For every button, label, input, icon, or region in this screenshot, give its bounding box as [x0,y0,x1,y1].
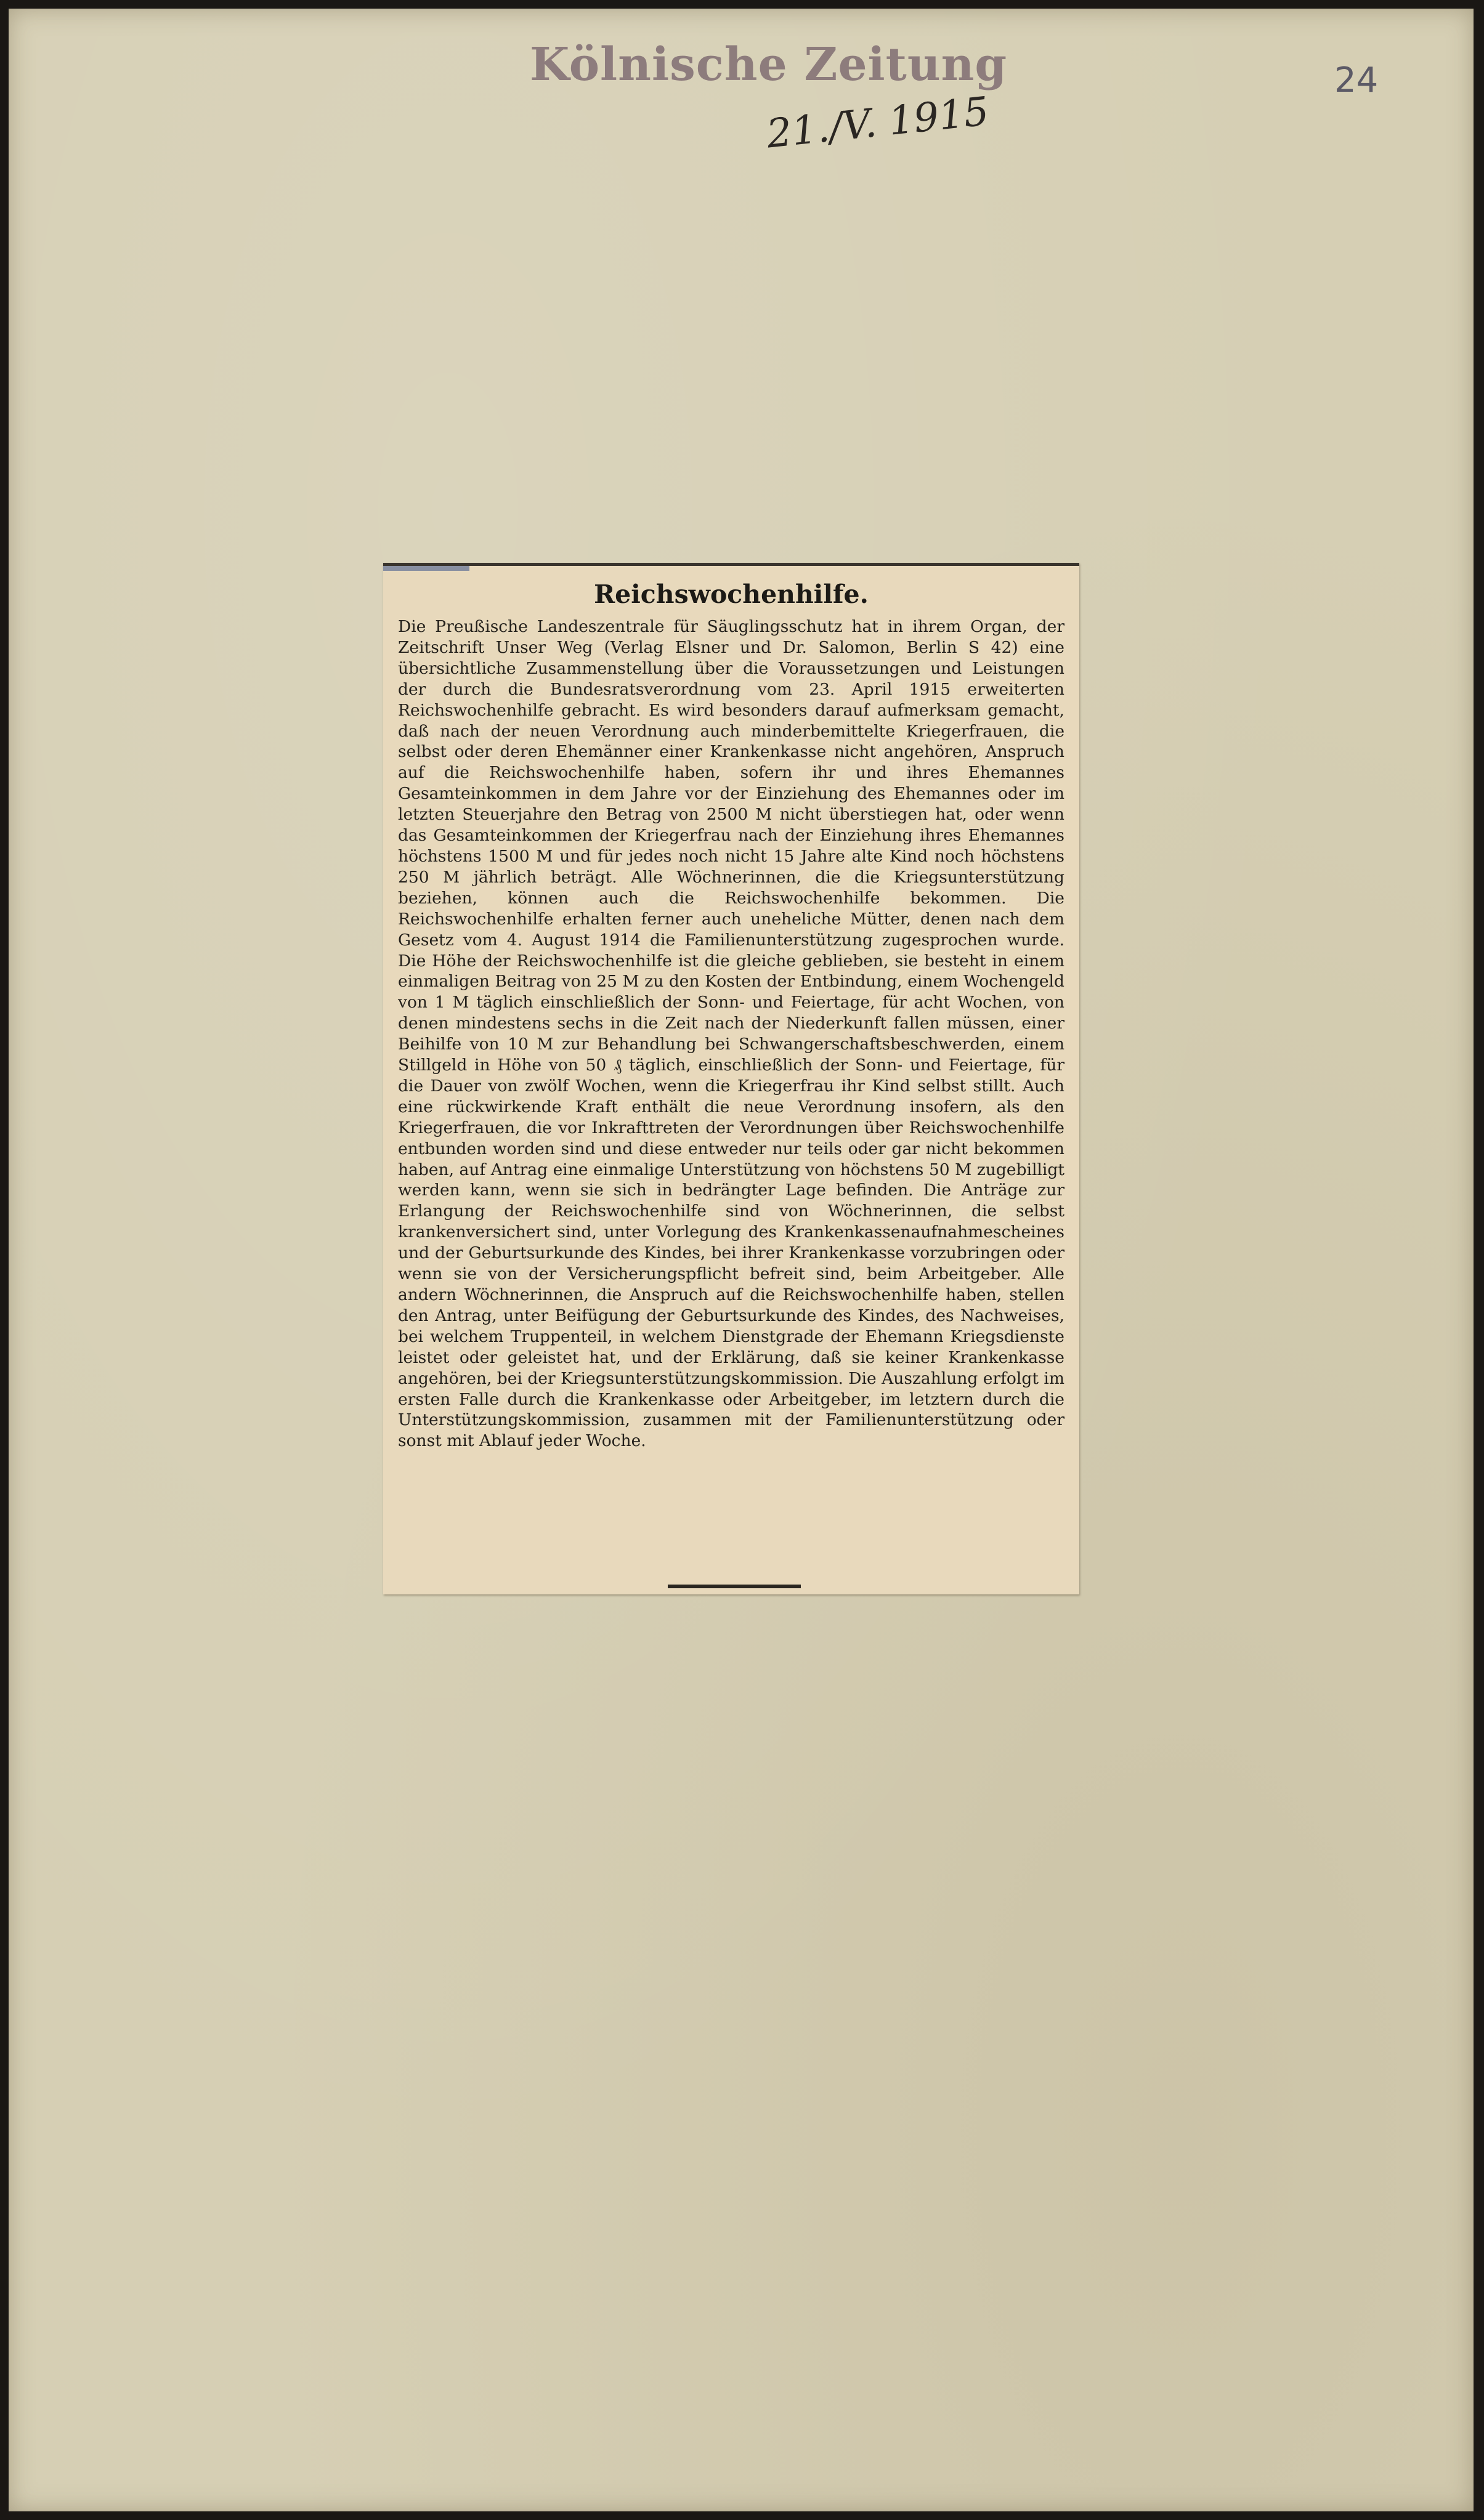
closing-rule [668,1585,801,1588]
page-number: 24 [1334,60,1379,100]
article-body: Die Preußische Landeszentrale für Säuglingsschutz hat in ihrem Organ, der Zeitschrift Unser Weg (Verlag Elsner und Dr. Salomon, Berlin S 42) eine übersichtliche Zusammenstellung über die Voraussetzungen und Leistungen der durch die Bundesratsverordnung vom 23. April 1915 erweiterten Reichswochenhilfe gebracht. Es wird besonders darauf aufmerksam gemacht, daß nach der neuen Verordnung auch minderbemittelte Kriegerfrauen, die selbst oder deren Ehemänner einer Krankenkasse nicht angehören, Anspruch auf die Reichswochenhilfe haben, sofern ihr und ihres Ehemannes Gesamteinkommen in dem Jahre vor der Einziehung des Ehemannes oder im letzten Steuerjahre den Betrag von 2500 M nicht überstiegen hat, oder wenn das Gesamteinkommen der Kriegerfrau nach der Einziehung ihres Ehemannes höchstens 1500 M und für jedes noch nicht 15 Jahre alte Kind noch höchstens 250 M jährlich beträgt. Alle Wöchnerinnen, die die Kriegsunterstützung beziehen, können auch die Reichswochenhilfe bekommen. Die Reichswochenhilfe erhalten ferner auch uneheliche Mütter, denen nach dem Gesetz vom 4. August 1914 die Familienunterstützung zugesprochen wurde. Die Höhe der Reichswochenhilfe ist die gleiche geblieben, sie besteht in einem einmaligen Beitrag von 25 M zu den Kosten der Entbindung, einem Wochengeld von 1 M täglich einschließlich der Sonn- und Feiertage, für acht Wochen, von denen mindestens sechs in die Zeit nach der Niederkunft fallen müssen, einer Beihilfe von 10 M zur Behandlung bei Schwangerschaftsbeschwerden, einem Stillgeld in Höhe von 50 ₰ täglich, einschließlich der Sonn- und Feiertage, für die Dauer von zwölf Wochen, wenn die Kriegerfrau ihr Kind selbst stillt. Auch eine rückwirkende Kraft enthält die neue Verordnung insofern, als den Kriegerfrauen, die vor Inkrafttreten der Verordnungen über Reichswochenhilfe entbunden worden sind und diese entweder nur teils oder gar nicht bekommen haben, auf Antrag eine einmalige Unterstützung von höchstens 50 M zugebilligt werden kann, wenn sie sich in bedrängter Lage befinden. Die Anträge zur Erlangung der Reichswochenhilfe sind von Wöchnerinnen, die selbst krankenversichert sind, unter Vorlegung des Krankenkassenaufnahmescheines und der Geburtsurkunde des Kindes, bei ihrer Krankenkasse vorzubringen oder wenn sie von der Versicherungspflicht befreit sind, beim Arbeitgeber. Alle andern Wöchnerinnen, die Anspruch auf die Reichswochenhilfe haben, stellen den Antrag, unter Beifügung der Geburtsurkunde des Kindes, des Nachweises, bei welchem Truppenteil, in welchem Dienstgrade der Ehemann Kriegsdienste leistet oder geleistet hat, und der Erklärung, daß sie keiner Krankenkasse angehören, bei der Kriegsunterstützungskommission. Die Auszahlung erfolgt im ersten Falle durch die Krankenkasse oder Arbeitgeber, im letztern durch die Unterstützungskommission, zusammen mit der Familienunterstützung oder sonst mit Ablauf jeder Woche. [398,617,1064,1451]
clipping-edge-mark [383,566,469,571]
article-title: Reichswochenhilfe. [594,580,869,609]
newspaper-stamp: Kölnische Zeitung [530,38,1008,91]
newspaper-clipping [383,563,1079,1594]
handwritten-date: 21./V. 1915 [764,89,991,158]
archive-sheet [9,9,1474,2511]
